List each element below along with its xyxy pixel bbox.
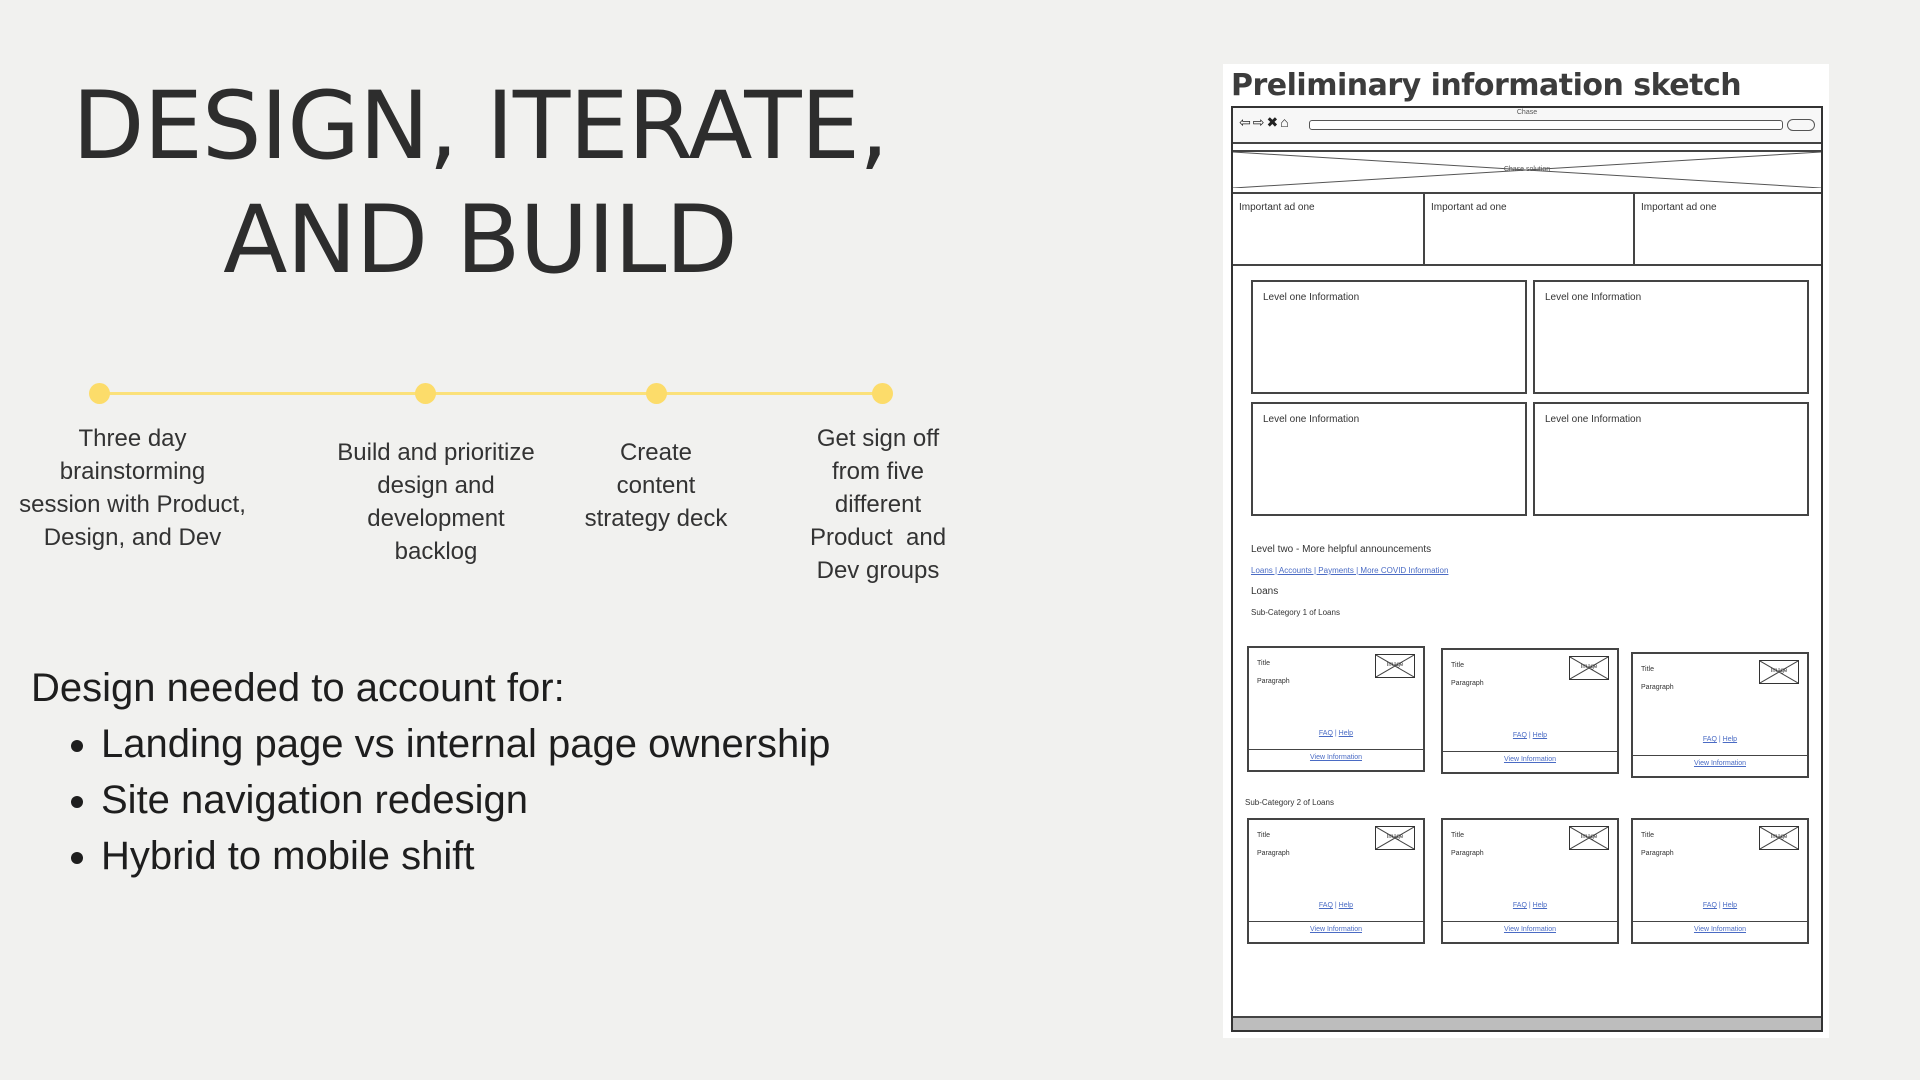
card-footer: View Information [1443,921,1617,942]
card-paragraph: Paragraph [1257,678,1290,685]
timeline-dot-4 [872,383,893,404]
wireframe-card [1247,818,1425,944]
card-link-sep: | [1528,732,1531,739]
wireframe-level-one-box: Level one Information [1251,402,1527,516]
wireframe-ads-row [1233,192,1821,266]
card-footer: View Information [1249,749,1423,770]
timeline-step-4-line: from five [831,458,924,485]
card-paragraph: Paragraph [1451,680,1484,687]
wireframe-level-one-box: Level one Information [1251,280,1527,394]
timeline-step-3-line: strategy deck [584,505,728,532]
card-faq: FAQ [1702,736,1717,743]
wireframe-card [1631,818,1809,944]
page-title-line-1: DESIGN, ITERATE, [72,72,888,181]
card-image-label: Image [1386,662,1404,668]
card-image-label: Image [1386,834,1404,840]
image-placeholder-icon [1569,656,1609,680]
considerations-list [31,716,931,884]
card-title: Title [1257,832,1270,839]
wireframe-browser-caption: Chase [1516,109,1538,116]
card-title: Title [1451,832,1464,839]
design-considerations [31,660,931,884]
card-image-label: Image [1770,834,1788,840]
card-link-sep: | [1718,736,1721,743]
list-item: • Hybrid to mobile shift [101,828,931,884]
card-help: Help [1532,902,1548,909]
level-two-heading: Level two - More helpful announcements [1251,544,1432,555]
card-image-label: Image [1580,664,1598,670]
list-item: • Landing page vs internal page ownership [101,716,931,772]
card-links [1249,902,1423,909]
subcategory-1-label: Sub-Category 1 of Loans [1251,608,1340,617]
wireframe-card [1441,648,1619,774]
banner-label: Chase solution [1503,166,1551,173]
wireframe-ad: Important ad one [1233,192,1425,264]
loans-label: Loans [1251,586,1279,597]
card-help: Help [1338,730,1354,737]
card-help: Help [1722,736,1738,743]
wireframe-ad: Important ad one [1425,192,1635,264]
card-faq: FAQ [1318,902,1333,909]
card-paragraph: Paragraph [1451,850,1484,857]
timeline-dot-3 [646,383,667,404]
timeline-step-1-line: session with Product, [19,491,246,518]
wireframe-sketch [1223,64,1829,1038]
wireframe-level-one-box: Level one Information [1533,280,1809,394]
card-paragraph: Paragraph [1257,850,1290,857]
timeline-step-4-line: Product and [809,524,947,551]
card-faq: FAQ [1702,902,1717,909]
card-link-sep: | [1718,902,1721,909]
card-links [1443,732,1617,739]
card-title: Title [1451,662,1464,669]
wireframe-level-one-box: Level one Information [1533,402,1809,516]
timeline-step-2-line: development [367,505,505,532]
sketch-title: Preliminary information sketch [1231,68,1742,103]
timeline-step-1-line: Design, and Dev [43,524,222,551]
card-links [1633,736,1807,743]
card-help: Help [1532,732,1548,739]
considerations-heading: Design needed to account for: [31,666,565,710]
wireframe-browser-bar [1233,108,1821,144]
page-title-line-2: AND BUILD [223,186,737,295]
timeline-step-1-line: Three day [78,425,187,452]
wireframe-card [1247,646,1425,772]
timeline-step-2-line: design and [377,472,495,499]
timeline-step-3-line: Create [619,439,693,466]
image-placeholder-icon [1759,660,1799,684]
card-footer: View Information [1249,921,1423,942]
card-help: Help [1338,902,1354,909]
card-links [1249,730,1423,737]
card-link-sep: | [1334,902,1337,909]
card-image-label: Image [1770,668,1788,674]
card-title: Title [1641,832,1654,839]
timeline-step-4-line: different [834,491,922,518]
timeline-dot-2 [415,383,436,404]
card-links [1633,902,1807,909]
image-placeholder-icon [1375,826,1415,850]
card-paragraph: Paragraph [1641,684,1674,691]
card-faq: FAQ [1318,730,1333,737]
card-faq: FAQ [1512,902,1527,909]
card-help: Help [1722,902,1738,909]
wireframe-url-bar [1309,120,1783,130]
wireframe-card [1631,652,1809,778]
wireframe-frame [1231,106,1823,1032]
timeline-step-4-line: Get sign off [816,425,940,452]
timeline-step-2-line: Build and prioritize [337,439,535,466]
card-link-sep: | [1334,730,1337,737]
image-placeholder-icon [1759,826,1799,850]
card-title: Title [1257,660,1270,667]
timeline-step-3 [566,436,746,535]
timeline-step-2-line: backlog [394,538,478,565]
card-link-sep: | [1528,902,1531,909]
wireframe-search-pill [1787,119,1815,131]
card-footer: View Information [1443,751,1617,772]
card-paragraph: Paragraph [1641,850,1674,857]
page-title [60,70,900,298]
timeline-step-1 [0,422,265,554]
browser-nav-icon: ⇦⇨✖⌂ [1239,114,1291,130]
image-placeholder-icon [1375,654,1415,678]
subcategory-2-label: Sub-Category 2 of Loans [1245,798,1334,807]
level-two-links: Loans | Accounts | Payments | More COVID Information [1251,566,1449,575]
timeline-line [99,392,883,395]
wireframe-card [1441,818,1619,944]
card-faq: FAQ [1512,732,1527,739]
timeline-step-4-line: Dev groups [816,557,940,584]
list-item: • Site navigation redesign [101,772,931,828]
timeline-step-1-line: brainstorming [59,458,206,485]
timeline-step-3-line: content [616,472,696,499]
timeline-step-4 [788,422,968,587]
wireframe-banner [1233,150,1821,194]
timeline-step-2 [316,436,556,568]
timeline-dot-1 [89,383,110,404]
card-footer: View Information [1633,921,1807,942]
process-timeline [0,380,960,600]
wireframe-ad: Important ad one [1641,202,1717,213]
card-title: Title [1641,666,1654,673]
card-links [1443,902,1617,909]
card-image-label: Image [1580,834,1598,840]
image-placeholder-icon [1569,826,1609,850]
wireframe-bottom-bar [1233,1016,1821,1030]
card-footer: View Information [1633,755,1807,776]
